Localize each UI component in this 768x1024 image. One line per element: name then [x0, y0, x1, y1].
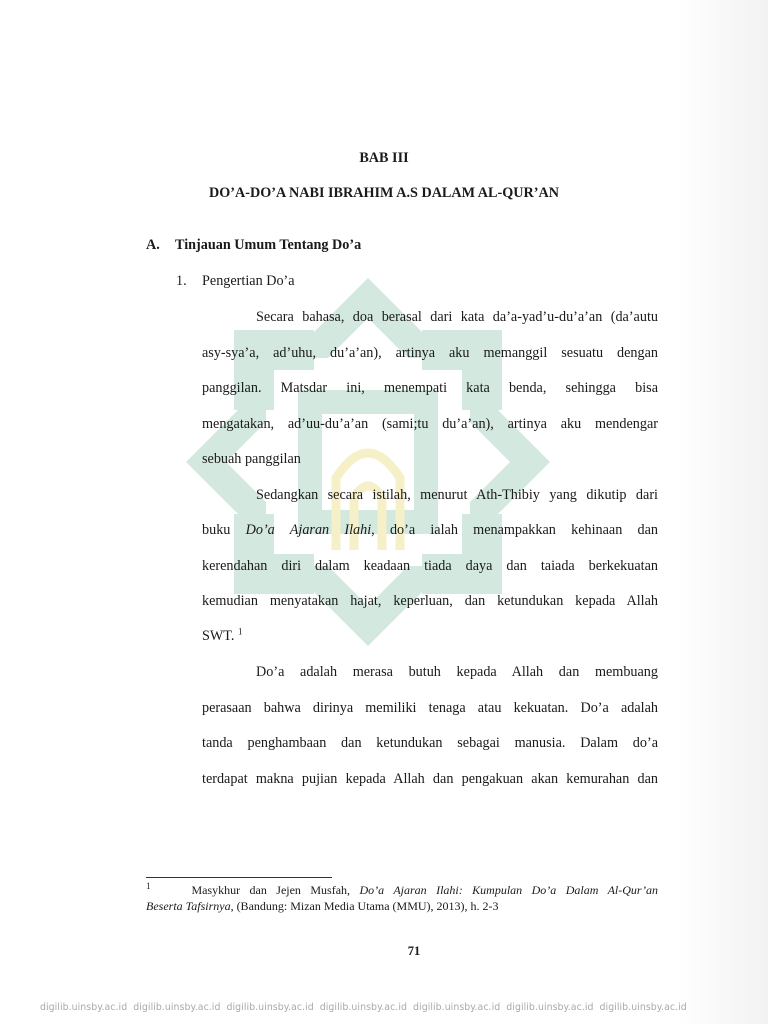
paragraph-line: Sedangkan secara istilah, menurut Ath-Thibiy yang dikutip dari — [256, 487, 658, 503]
paragraph-line: Secara bahasa, doa berasal dari kata da’a-yad’u-du’a’an (da’autu — [256, 309, 658, 325]
paragraph-line: kemudian menyatakan hajat, keperluan, dan ketundukan kepada Allah — [202, 593, 658, 609]
section-heading: Tinjauan Umum Tentang Do’a — [175, 237, 362, 253]
paragraph-line: kerendahan diri dalam keadaan tiada daya dan taiada berkekuatan — [202, 558, 658, 574]
subsection-heading: Pengertian Do’a — [202, 273, 295, 289]
paragraph-line: panggilan. Matsdar ini, menempati kata benda, sehingga bisa — [202, 380, 658, 396]
footnote-number: 1 — [146, 881, 151, 891]
book-title-italic: Do’a Ajaran Ilahi — [245, 522, 372, 538]
footnote-line-2: Beserta Tafsirnya, (Bandung: Mizan Media Utama (MMU), 2013), h. 2-3 — [146, 899, 499, 913]
page-number: 71 — [407, 944, 421, 958]
footnote-reference[interactable]: 1 — [238, 626, 243, 637]
chapter-title: DO’A-DO’A NABI IBRAHIM A.S DALAM AL-QUR’AN — [209, 185, 559, 201]
paragraph-line: terdapat makna pujian kepada Allah dan pengakuan akan kemurahan dan — [202, 771, 658, 787]
paragraph-line: perasaan bahwa dirinya memiliki tenaga atau kekuatan. Do’a adalah — [202, 700, 658, 716]
paragraph-line: SWT. $^1$ — [202, 626, 243, 644]
paragraph-line: Do’a adalah merasa butuh kepada Allah dan membuang — [256, 664, 658, 680]
paragraph-line: tanda penghambaan dan ketundukan sebagai manusia. Dalam do’a — [202, 735, 658, 751]
paragraph-line: sebuah panggilan — [202, 451, 301, 467]
footnote-line-1: $^1$ Masykhur dan Jejen Musfah, Do’a Ajaran Ilahi: Kumpulan Do’a Dalam Al-Qur’an — [146, 881, 659, 897]
subsection-marker: 1. — [176, 273, 187, 289]
paragraph-line: mengatakan, ad’uu-du’a’an (sami;tu du’a’an), artinya aku mendengar — [202, 416, 658, 432]
footnote-separator — [146, 877, 332, 878]
paragraph-line: buku Do’a Ajaran Ilahi, do’a ialah menampakkan kehinaan dan — [202, 522, 659, 538]
paragraph-line: asy-sya’a, ad’uhu, du’a’an), artinya aku memanggil sesuatu dengan — [202, 345, 658, 361]
chapter-label: BAB III — [359, 150, 409, 166]
footer-watermark-links: digilib.uinsby.ac.id digilib.uinsby.ac.id digilib.uinsby.ac.id digilib.uinsby.ac.id digilib.uinsby.ac.id digilib.uinsby.ac.id digilib.uinsby.ac.id — [40, 1002, 687, 1013]
section-marker: A. — [146, 237, 160, 253]
